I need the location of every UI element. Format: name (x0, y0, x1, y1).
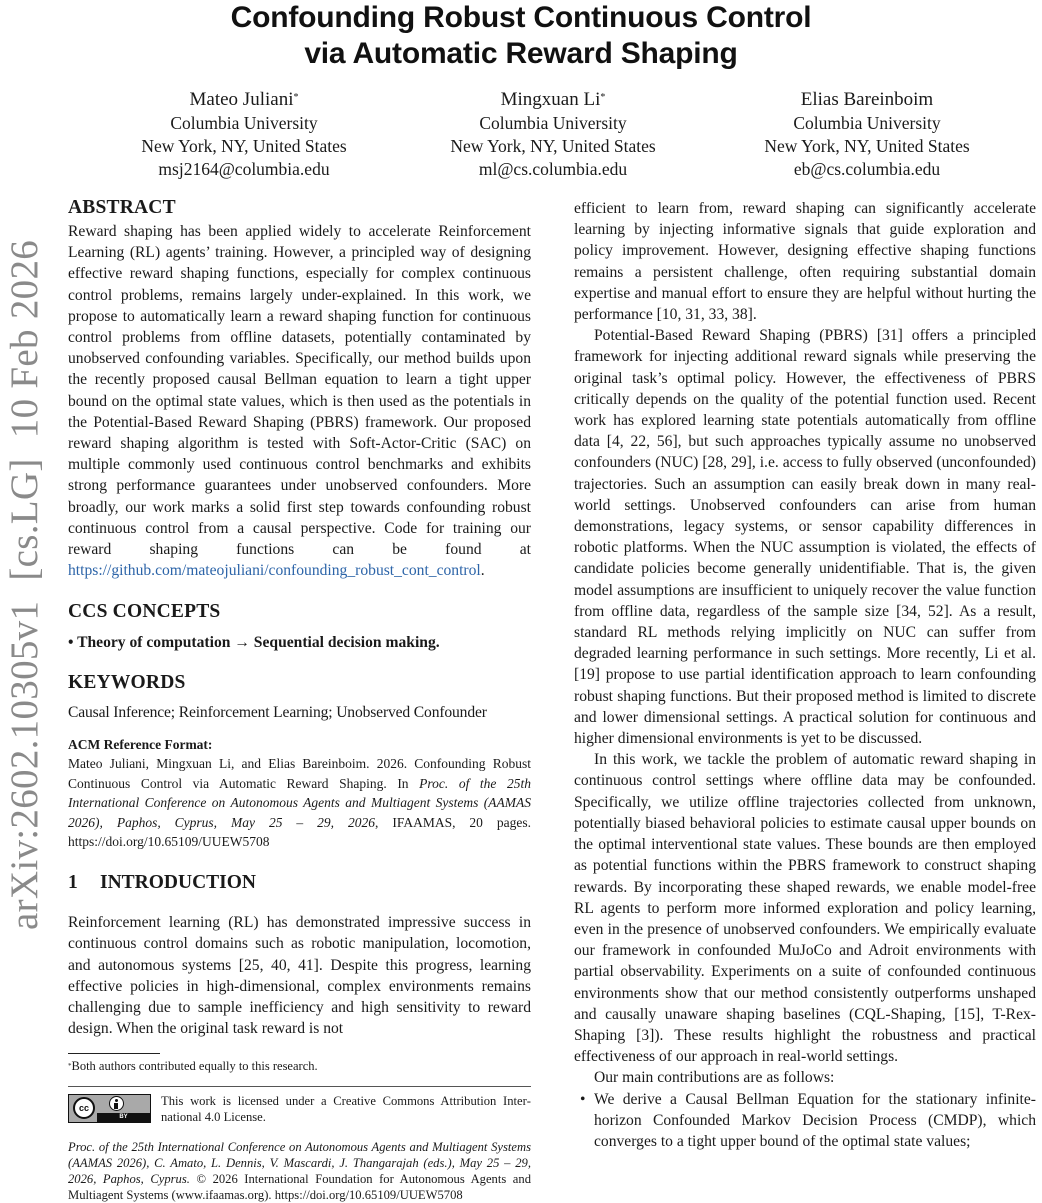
paper-title (0, 0, 1042, 72)
ccs-concept-item: • Theory of computation → Sequential decision making. (68, 634, 440, 652)
introduction-paragraph: In this work, we tackle the problem of automatic reward shaping in continuous control settings where offline data may be confounded. Specifically, we utilize offline trajectories collected from unknown, potentially biased behavioral policies to estimate causal upper bounds on the optimal interventional state values. These bounds are then employed as potential functions within the PBRS framework to construct shaping rewards. By incorporating these shaped rewards, we enable model-free RL agents to perform more informed exploration and policy learning, even in the presence of unobserved confounders. We empirically evaluate our framework in confounded MuJoCo and Adroit environments with partial observability. Experiments on a suite of confounded continuous environments show that our method consistently outperforms unshaped and causally unaware shaping baselines (CQL-Shaping, [15], T-Rex-Shaping [3]). These results highlight the robustness and practical effectiveness of our approach in real-world settings. (574, 751, 1036, 1066)
equal-contribution-footnote (68, 1058, 531, 1075)
acm-reference-venue: Proc. of the 25th International Conference on Autonomous Agents and Multiagent Systems (AAMAS 2026), Paphos, Cyprus, May 25 – 29, 2026 (68, 775, 531, 830)
proceedings-copyright: © 2026 International Foundation for Autonomous Agents and Multiagent Systems (www.ifaamas.org). https://doi.org/10.65109/UUEW5708 (68, 1172, 531, 1203)
author-name: Elias Bareinboim (800, 89, 934, 110)
by-label: BY (97, 1113, 150, 1122)
author-name: Mingxuan Li (500, 89, 601, 110)
acm-reference-heading: ACM Reference Format: (68, 737, 213, 753)
abstract-end-punctuation: . (480, 562, 485, 580)
author-card (393, 88, 713, 181)
license-text: This work is licensed under a Creative Commons Attribution International 4.0 License. (161, 1094, 531, 1125)
keywords-heading: KEYWORDS (68, 672, 186, 694)
equal-contribution-marker: * (600, 92, 606, 103)
introduction-paragraph: Potential-Based Reward Shaping (PBRS) [31] offers a principled framework for injecting additional reward signals while preserving the original task’s optimal policy. However, the effectiveness of PBRS critically depends on the quality of the potential function used. Recent work has explored learning state potentials automatically from offline data [4, 22, 56], but such approaches typically assume no unobserved confounders (NUC) [28, 29], i.e. access to fully observed (unconfounded) trajectories. Such an assumption can easily break down in many real-world settings. Unobserved confounders can arise from human demonstrations, legacy systems, or sensor capability differences in robotic platforms. When the NUC assumption is violated, the effects of candidate policies become generally unidentifiable. That is, the given model assumptions are insufficient to uniquely recover the value function from offline data, regardless of the sample size [34, 52]. As a result, standard RL methods relying implicitly on NUC can suffer from degraded learning performance in such settings. More recently, Li et al. [19] propose to use partial identification approach to learn confounding robust shaping functions. But their proposed method is limited to discrete and lower dimensional settings. A practical solution for continuous and higher dimensional environments is yet to be discussed. (574, 327, 1036, 748)
author-location: New York, NY, United States (764, 136, 970, 156)
abstract-body: Reward shaping has been applied widely to accelerate Reinforcement Learning (RL) agents’ training. However, a principled way of designing effective reward shaping functions, especially for complex continuous control problems, remains largely under-explained. In this work, we propose to automatically learn a reward shaping function for continuous control problems from offline datasets, potentially contaminated by unobserved confounding variables. Specifically, our method builds upon the recently proposed causal Bellman equation to learn a tight upper bound on the optimal state values, which is then used as the potentials in the Potential-Based Reward Shaping (PBRS) framework. Our proposed reward shaping algorithm is tested with Soft-Actor-Critic (SAC) on multiple commonly used continuous control benchmarks and exhibits strong performance guarantees under unobserved confounders. More broadly, our work marks a solid first step towards confounding robust continuous control from a causal perspective. Code for training our reward shaping functions can be found at (68, 223, 531, 559)
section-title: INTRODUCTION (100, 871, 257, 893)
paper-title-line-1: Confounding Robust Continuous Control (230, 1, 812, 34)
contributions-intro: Our main contributions are as follows: (594, 1069, 835, 1087)
author-email[interactable]: ml@cs.columbia.edu (478, 159, 628, 179)
contributions-list (574, 1089, 1036, 1153)
author-affiliation: Columbia University (479, 113, 627, 133)
acm-reference-authors: Mateo Juliani, Mingxuan Li, and Elias Bareinboim. 2026. Confounding Robust Continuous Control via Automatic Reward Shaping. In (68, 756, 531, 791)
equal-contribution-marker: * (293, 92, 299, 103)
author-location: New York, NY, United States (450, 136, 656, 156)
introduction-paragraph: efficient to learn from, reward shaping can significantly accelerate learning by injecting informative signals that guide exploration and policy improvement. However, designing effective shaping functions remains a persistent challenge, often requiring substantial domain expertise and manual effort to ensure they are helpful without hurting the performance [10, 31, 33, 38]. (574, 200, 1036, 324)
left-column (68, 195, 531, 1203)
footnote-marker: * (68, 1062, 72, 1071)
author-affiliation: Columbia University (793, 113, 941, 133)
proceedings-notice (68, 1139, 531, 1203)
author-email[interactable]: eb@cs.columbia.edu (793, 159, 941, 179)
footnote-text: Both authors contributed equally to this research. (71, 1059, 318, 1074)
acm-reference-doi[interactable]: , IFAAMAS, 20 pages. https://doi.org/10.65109/UUEW5708 (68, 814, 531, 850)
license-notice (68, 1093, 531, 1125)
author-affiliation: Columbia University (170, 113, 318, 133)
right-column (574, 198, 1036, 1152)
contribution-item: • We derive a Causal Bellman Equation for the stationary infinite-horizon Confounded Markov Decision Process (CMDP), which converges to a tight upper bound of the optimal state values; (574, 1089, 1036, 1153)
introduction-paragraph: Reinforcement learning (RL) has demonstrated impressive success in continuous control domains such as robotic manipulation, locomotion, and autonomous systems [25, 40, 41]. Despite this progress, learning effective policies in high-dimensional, complex environments remains challenging due to sample inefficiency and high sensitivity to reward design. When the original task reward is not (68, 914, 531, 1038)
arxiv-identifier-stamp: arXiv:2602.10305v1 [cs.LG] 10 Feb 2026 (3, 239, 46, 930)
keywords-list: Causal Inference; Reinforcement Learning; Unobserved Confounder (68, 704, 487, 722)
abstract-text (68, 221, 531, 581)
paper-title-line-2: via Automatic Reward Shaping (304, 37, 738, 70)
ccs-concepts-heading: CCS CONCEPTS (68, 601, 221, 623)
author-location: New York, NY, United States (141, 136, 347, 156)
code-repository-link[interactable]: https://github.com/mateojuliani/confounding_robust_cont_control (68, 562, 481, 580)
license-divider (68, 1086, 531, 1087)
footnote-divider (68, 1053, 160, 1054)
attribution-person-icon (109, 1096, 124, 1111)
cc-icon: cc (73, 1097, 95, 1119)
author-card (84, 88, 404, 181)
creative-commons-by-badge-icon[interactable] (68, 1094, 151, 1123)
abstract-heading: ABSTRACT (68, 197, 176, 218)
author-email[interactable]: msj2164@columbia.edu (158, 159, 330, 179)
section-number: 1 (68, 871, 78, 893)
author-name: Mateo Juliani (189, 89, 294, 110)
introduction-heading (68, 870, 531, 896)
proceedings-venue: Proc. of the 25th International Conference on Autonomous Agents and Multiagent Systems (AAMAS 2026), C. Amato, L. Dennis, V. Mascardi, J. Thangarajah (eds.), May 25 – 29, 2026, Paphos, Cyprus. (68, 1140, 531, 1187)
author-card (707, 88, 1027, 181)
acm-reference-text (68, 754, 531, 852)
